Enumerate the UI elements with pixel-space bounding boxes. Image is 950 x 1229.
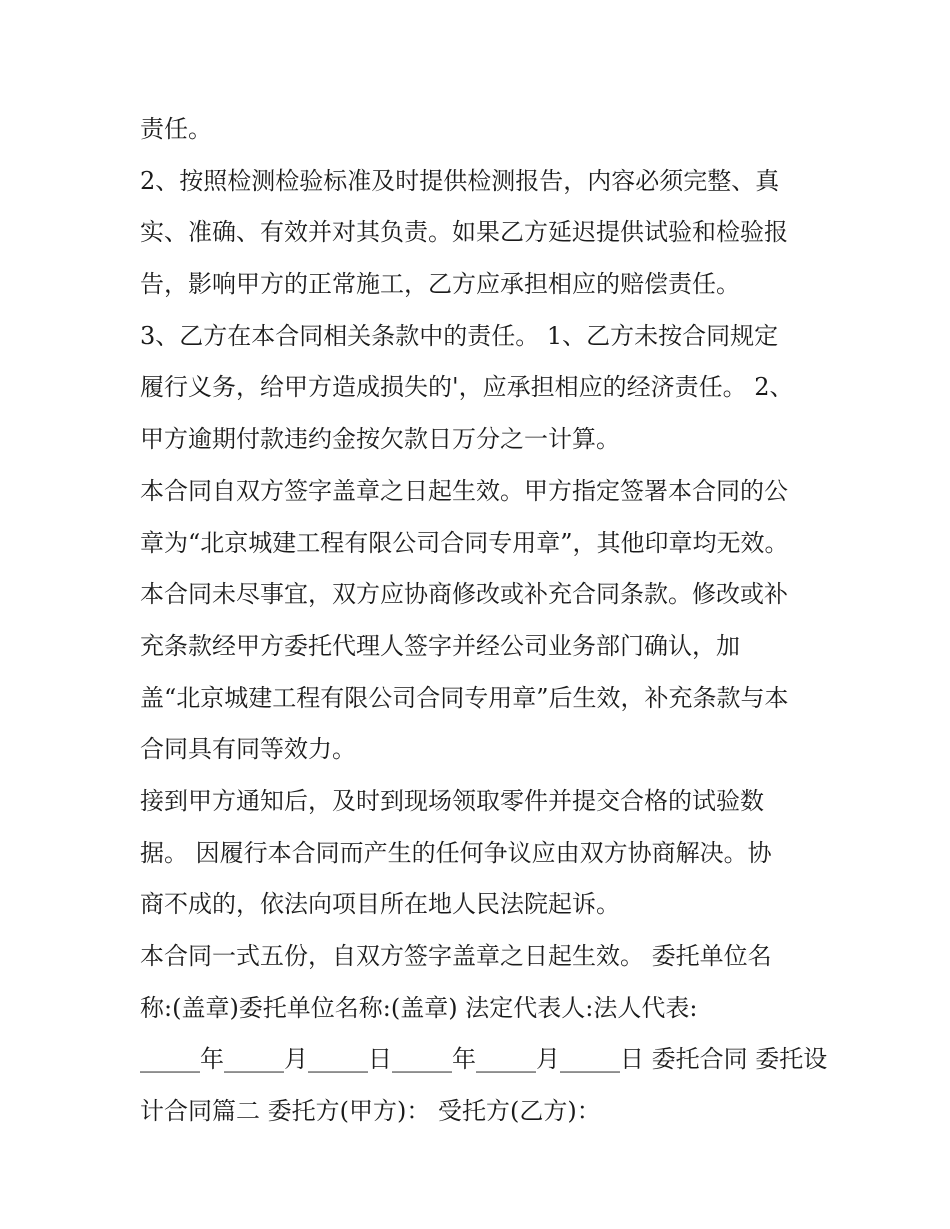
text-line-3: 实、准确、有效并对其负责。如果乙方延迟提供试验和检验报 — [140, 218, 788, 247]
text-line-18: 称:(盖章)委托单位名称:(盖章) 法定代表人:法人代表: — [140, 993, 698, 1022]
text-line-17: 本合同一式五份，自双方签字盖章之日起生效。 委托单位名 — [140, 942, 772, 970]
text-line-15: 据。 因履行本合同而产生的任何争议应由双方协商解决。协 — [140, 838, 772, 867]
text-line-8: 本合同自双方签字盖章之日起生效。甲方指定签署本合同的公 — [140, 476, 788, 505]
text-line-5: 3、乙方在本合同相关条款中的责任。 1、乙方未按合同规定 — [140, 321, 779, 350]
text-line-12: 盖“北京城建工程有限公司合同专用章”后生效，补充条款与本 — [140, 683, 789, 712]
text-line-13: 合同具有同等效力。 — [140, 735, 356, 764]
text-line-6: 履行义务，给甲方造成损失的'，应承担相应的经济责任。 2、 — [140, 373, 794, 402]
text-line-11: 充条款经甲方委托代理人签字并经公司业务部门确认，加 — [140, 631, 740, 660]
text-line-20: 计合同篇二 委托方(甲方)： 受托方(乙方)： — [140, 1097, 601, 1126]
text-line-2: 2、按照检测检验标准及时提供检测报告，内容必须完整、真 — [140, 166, 780, 195]
text-line-4: 告，影响甲方的正常施工，乙方应承担相应的赔偿责任。 — [140, 270, 740, 299]
text-line-14: 接到甲方通知后，及时到现场领取零件并提交合格的试验数 — [140, 786, 764, 815]
text-line-9: 章为“北京城建工程有限公司合同专用章”，其他印章均无效。 — [140, 528, 789, 557]
text-line-10: 本合同未尽事宜，双方应协商修改或补充合同条款。修改或补 — [140, 580, 788, 609]
text-line-1: 责任。 — [140, 115, 212, 143]
text-line-7: 甲方逾期付款违约金按欠款日万分之一计算。 — [140, 425, 620, 454]
text-line-16: 商不成的，依法向项目所在地人民法院起诉。 — [140, 890, 620, 919]
text-line-19: _____年_____月_____日_____年_____月_____日 委托合同 委托设 — [140, 1045, 828, 1074]
document-body — [140, 104, 828, 1138]
